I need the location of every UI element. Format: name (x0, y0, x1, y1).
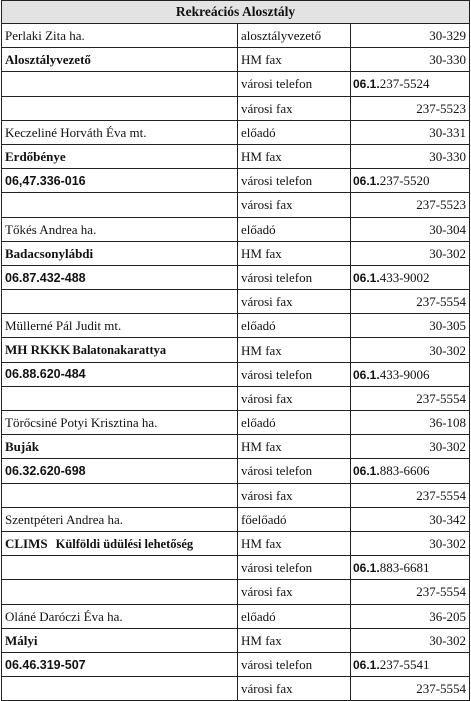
person-name: Oláné Daróczi Éva ha. (5, 608, 123, 624)
role-cell: városi telefon (238, 556, 351, 580)
number-cell (351, 362, 470, 386)
role-cell: előadó (238, 217, 351, 241)
role-cell: HM fax (238, 628, 351, 652)
number-cell (351, 120, 470, 144)
phone-number: 30-304 (429, 221, 467, 237)
location-phone: 06.46.319-507 (5, 657, 86, 672)
location-name: Erdőbénye (5, 149, 66, 165)
location-phone-cell (2, 362, 238, 386)
role-cell: előadó (238, 604, 351, 628)
phone-prefix: 06.1. (353, 77, 380, 92)
number-cell (351, 677, 470, 701)
number-cell (351, 48, 470, 72)
phone-number: 30-302 (429, 342, 467, 358)
role-cell: városi telefon (238, 459, 351, 483)
role-cell: alosztályvezető (238, 24, 351, 48)
phone-number: 36-205 (429, 608, 467, 624)
table-row (2, 290, 470, 314)
phone-prefix: 06.1. (353, 657, 380, 672)
table-row (2, 628, 470, 652)
number-cell (351, 435, 470, 459)
location-phone-cell (2, 169, 238, 193)
table-row (2, 677, 470, 701)
table-row (2, 193, 470, 217)
location-phone: 06.87.432-488 (5, 270, 86, 285)
role-cell: városi telefon (238, 362, 351, 386)
phone-number: 237-5524 (379, 76, 430, 92)
table-row (2, 120, 470, 144)
phone-number: 433-9002 (379, 269, 430, 285)
person-name-cell (2, 24, 238, 48)
location-phone-cell (2, 72, 238, 96)
table-row (2, 459, 470, 483)
number-cell (351, 241, 470, 265)
table-row (2, 483, 470, 507)
phone-number: 237-5554 (416, 294, 467, 310)
location-name: Alosztályvezető (5, 52, 91, 68)
location-name: Badacsonylábdi (5, 245, 94, 261)
phone-number: 237-5554 (416, 584, 467, 600)
role-cell: HM fax (238, 338, 351, 362)
role-cell: városi fax (238, 580, 351, 604)
number-cell (351, 556, 470, 580)
number-cell (351, 459, 470, 483)
number-cell (351, 652, 470, 676)
location-phone-cell (2, 652, 238, 676)
location-note: Külföldi üdülési lehetőség (55, 536, 194, 551)
phone-number: 237-5554 (416, 681, 467, 697)
role-cell: HM fax (238, 48, 351, 72)
person-name: Szentpéteri Andrea ha. (5, 511, 124, 527)
number-cell (351, 290, 470, 314)
location-cell (2, 435, 238, 459)
person-name: Törőcsiné Potyi Krisztina ha. (5, 415, 158, 431)
phone-number: 237-5523 (416, 100, 467, 116)
number-cell (351, 507, 470, 531)
role-cell: városi fax (238, 386, 351, 410)
table-row (2, 604, 470, 628)
role-cell: előadó (238, 411, 351, 435)
header-row (2, 1, 470, 24)
phone-number: 883-6681 (379, 560, 430, 576)
phone-number: 237-5554 (416, 390, 467, 406)
number-cell (351, 411, 470, 435)
role-cell: előadó (238, 120, 351, 144)
location-phone: 06,47.336-016 (5, 173, 86, 188)
location-cell (2, 628, 238, 652)
location-phone: 06.32.620-698 (5, 464, 86, 479)
person-name-cell (2, 507, 238, 531)
phone-number: 30-302 (429, 536, 467, 552)
table-row (2, 338, 470, 362)
phone-number: 433-9006 (379, 366, 430, 382)
person-name: Müllerné Pál Judit mt. (5, 318, 122, 334)
role-cell: városi telefon (238, 652, 351, 676)
department-directory-table (1, 0, 470, 701)
table-row (2, 241, 470, 265)
table-row (2, 652, 470, 676)
phone-number: 30-330 (429, 149, 467, 165)
table-row (2, 362, 470, 386)
location-name: MH RKKK (5, 342, 71, 358)
number-cell (351, 217, 470, 241)
location-phone-cell (2, 580, 238, 604)
table-row (2, 507, 470, 531)
table-row (2, 144, 470, 168)
phone-prefix: 06.1. (353, 174, 380, 189)
role-cell: városi fax (238, 483, 351, 507)
number-cell (351, 96, 470, 120)
number-cell (351, 531, 470, 555)
location-phone-cell (2, 459, 238, 483)
location-phone-cell (2, 556, 238, 580)
number-cell (351, 604, 470, 628)
person-name-cell (2, 217, 238, 241)
table-row (2, 24, 470, 48)
phone-number: 237-5520 (379, 173, 430, 189)
number-cell (351, 193, 470, 217)
number-cell (351, 338, 470, 362)
phone-prefix: 06.1. (353, 367, 380, 382)
table-row (2, 580, 470, 604)
phone-number: 36-108 (429, 415, 467, 431)
phone-number: 30-305 (429, 318, 467, 334)
table-row (2, 48, 470, 72)
role-cell: városi telefon (238, 265, 351, 289)
person-name-cell (2, 604, 238, 628)
number-cell (351, 580, 470, 604)
location-phone-cell (2, 483, 238, 507)
number-cell (351, 483, 470, 507)
phone-prefix: 06.1. (353, 561, 380, 576)
table-row (2, 314, 470, 338)
location-note: Balatonakarattya (72, 343, 167, 358)
location-phone-cell (2, 193, 238, 217)
location-phone-cell (2, 96, 238, 120)
person-name-cell (2, 314, 238, 338)
location-phone-cell (2, 677, 238, 701)
role-cell: városi telefon (238, 72, 351, 96)
person-name-cell (2, 411, 238, 435)
role-cell: városi telefon (238, 169, 351, 193)
location-name: CLIMS (5, 535, 48, 551)
table-row (2, 531, 470, 555)
phone-number: 30-302 (429, 632, 467, 648)
location-phone-cell (2, 386, 238, 410)
phone-number: 883-6606 (379, 463, 430, 479)
location-name: Mályi (5, 632, 38, 648)
phone-number: 30-302 (429, 245, 467, 261)
phone-number: 30-302 (429, 439, 467, 455)
table-row (2, 435, 470, 459)
location-cell (2, 531, 238, 555)
location-cell (2, 144, 238, 168)
table-row (2, 386, 470, 410)
department-title: Rekreációs Alosztály (2, 1, 470, 24)
location-cell (2, 48, 238, 72)
table-row (2, 556, 470, 580)
table-row (2, 169, 470, 193)
table-row (2, 411, 470, 435)
role-cell: városi fax (238, 96, 351, 120)
phone-number: 30-330 (429, 52, 467, 68)
phone-prefix: 06.1. (353, 270, 380, 285)
phone-prefix: 06.1. (353, 464, 380, 479)
number-cell (351, 386, 470, 410)
phone-number: 30-342 (429, 511, 467, 527)
role-cell: városi fax (238, 677, 351, 701)
number-cell (351, 72, 470, 96)
phone-number: 237-5523 (416, 197, 467, 213)
number-cell (351, 24, 470, 48)
number-cell (351, 265, 470, 289)
person-name: Keczeliné Horváth Éva mt. (5, 124, 147, 140)
phone-number: 237-5554 (416, 487, 467, 503)
role-cell: HM fax (238, 241, 351, 265)
person-name-cell (2, 120, 238, 144)
person-name: Tőkés Andrea ha. (5, 221, 97, 237)
table-row (2, 265, 470, 289)
number-cell (351, 314, 470, 338)
phone-number: 30-329 (429, 28, 467, 44)
table-row (2, 96, 470, 120)
location-phone-cell (2, 265, 238, 289)
location-cell (2, 338, 238, 362)
location-name: Buják (5, 439, 39, 455)
role-cell: városi fax (238, 290, 351, 314)
role-cell: HM fax (238, 531, 351, 555)
person-name: Perlaki Zita ha. (5, 28, 85, 44)
location-phone: 06.88.620-484 (5, 367, 86, 382)
table-row (2, 217, 470, 241)
role-cell: előadó (238, 314, 351, 338)
role-cell: városi fax (238, 193, 351, 217)
number-cell (351, 628, 470, 652)
number-cell (351, 169, 470, 193)
phone-number: 30-331 (429, 124, 467, 140)
role-cell: HM fax (238, 144, 351, 168)
location-phone-cell (2, 290, 238, 314)
role-cell: főelőadó (238, 507, 351, 531)
table-row (2, 72, 470, 96)
number-cell (351, 144, 470, 168)
location-cell (2, 241, 238, 265)
role-cell: HM fax (238, 435, 351, 459)
phone-number: 237-5541 (379, 656, 430, 672)
